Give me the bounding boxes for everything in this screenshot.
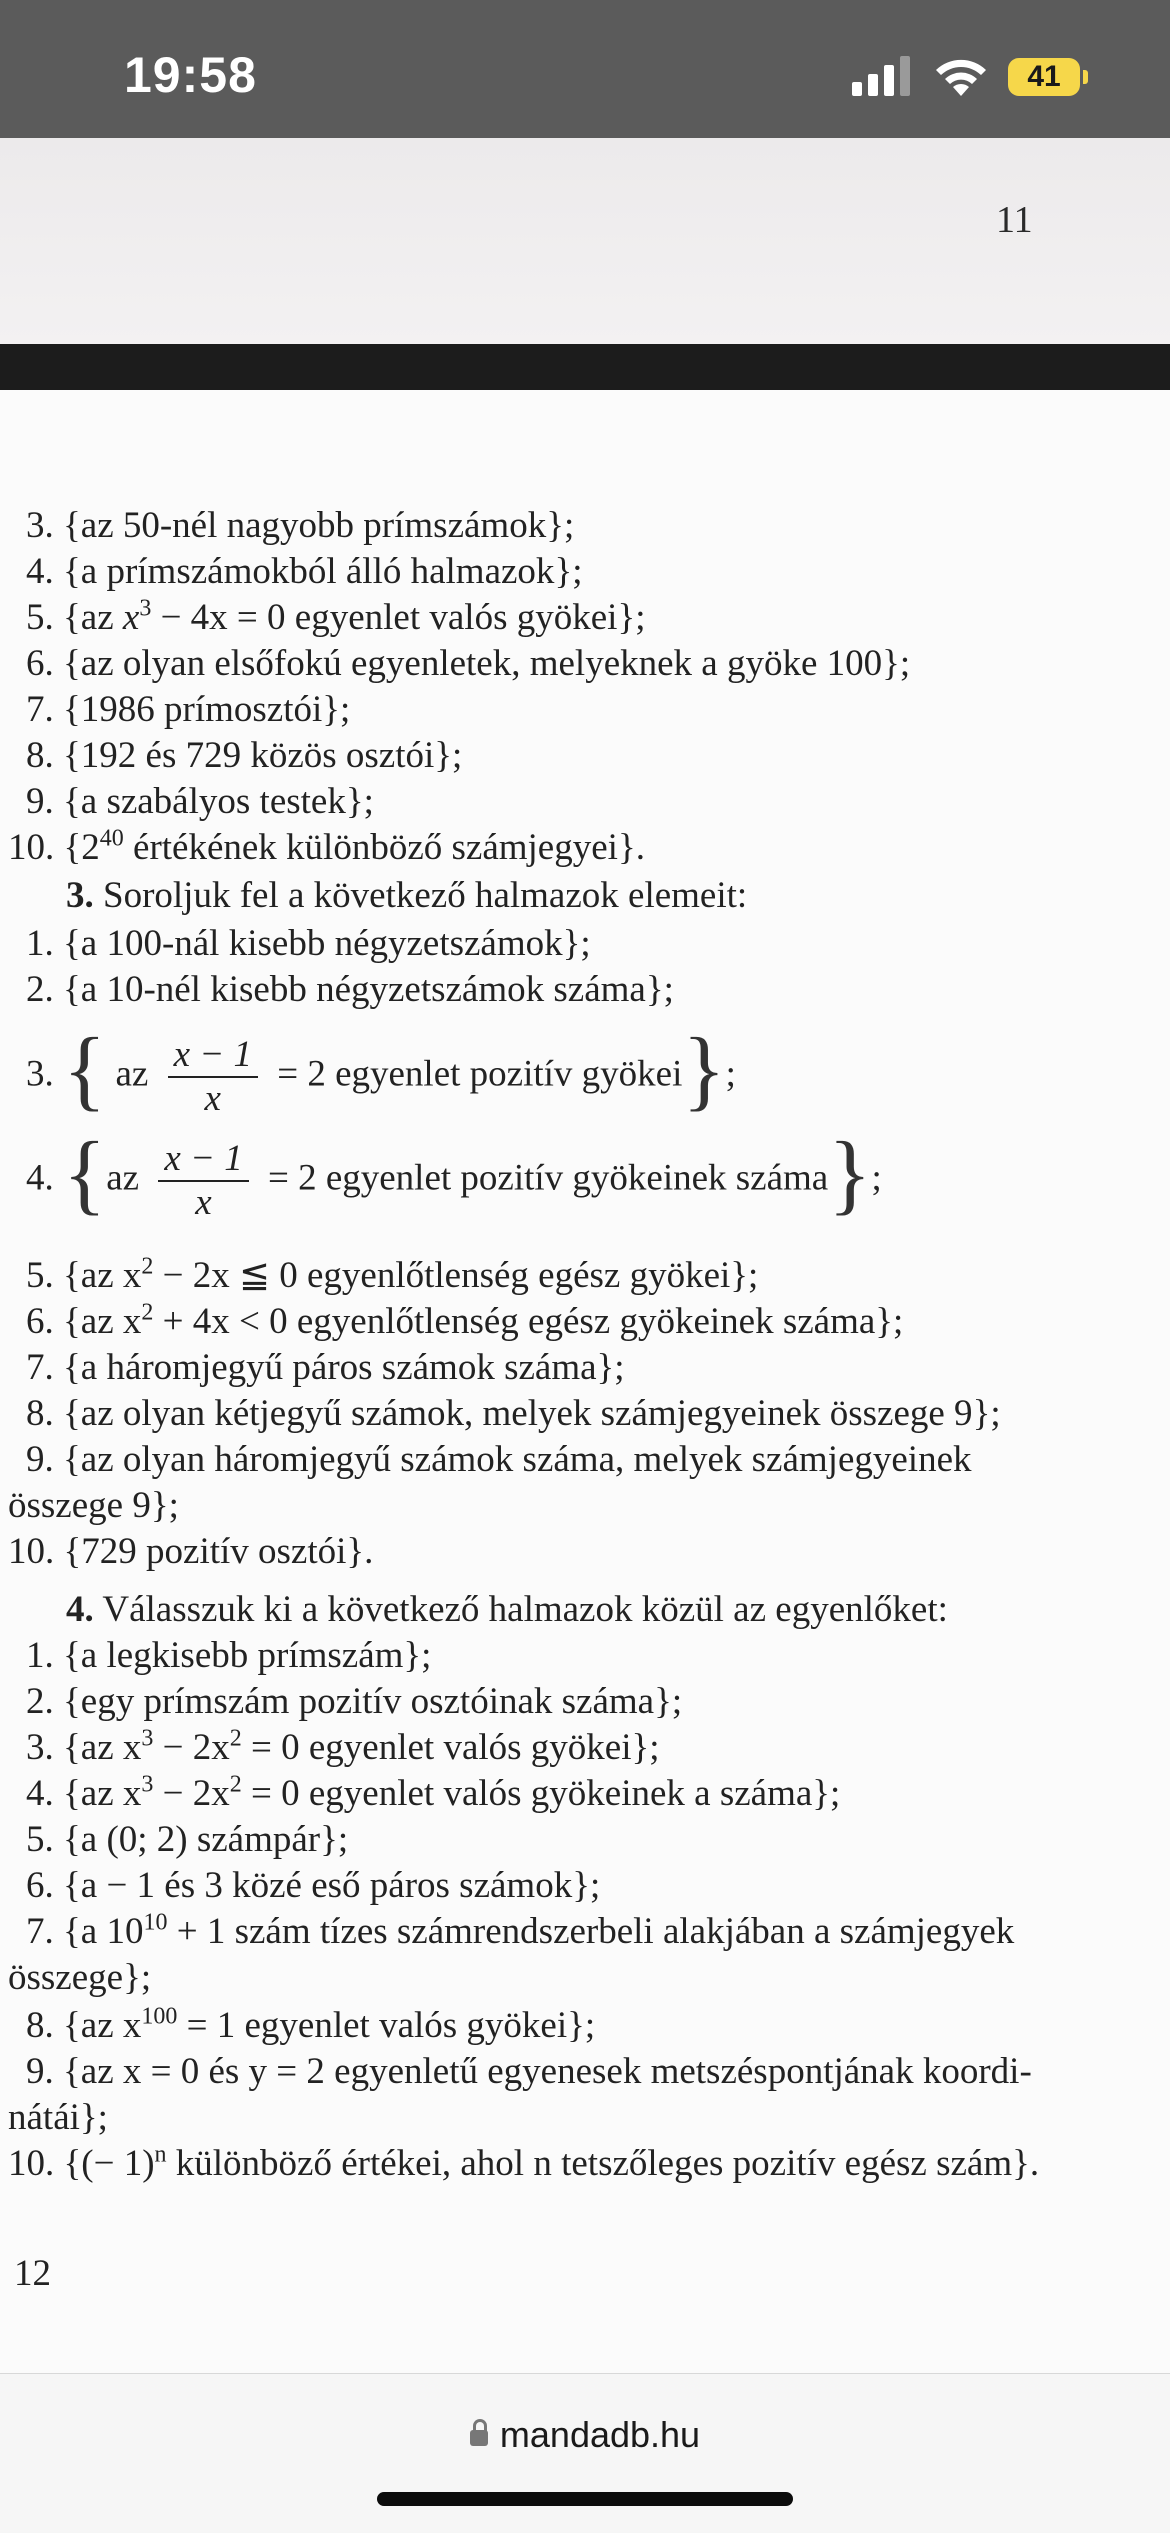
cellular-signal-icon bbox=[852, 56, 912, 96]
wifi-icon bbox=[932, 52, 990, 98]
list-item-continuation: összege}; bbox=[8, 1957, 152, 1998]
list-item: 7. {a háromjegyű páros számok száma}; bbox=[26, 1347, 625, 1388]
list-item: 3. {az $x^3 - 2x^2 = 0$ egyenlet valós gyökei}; bbox=[26, 1725, 660, 1768]
status-time: 19:58 bbox=[124, 47, 257, 103]
list-item: 3. { az $\frac{x - 1}{x}$ = 2 egyenlet pozitív gyökei}; bbox=[26, 1020, 736, 1120]
list-item: 2. {egy prímszám pozitív osztóinak száma}; bbox=[26, 1681, 683, 1722]
page-number: 12 bbox=[14, 2253, 51, 2294]
book-page bbox=[0, 390, 1170, 2373]
list-item: 9. {az olyan háromjegyű számok száma, melyek számjegyeinek bbox=[26, 1439, 972, 1480]
status-bar bbox=[0, 0, 1170, 138]
lock-icon bbox=[470, 2430, 488, 2446]
address-bar[interactable] bbox=[0, 2414, 1170, 2456]
list-item: 8. {az olyan kétjegyű számok, melyek számjegyeinek összege 9}; bbox=[26, 1393, 1001, 1434]
list-item: 10. {$2^{40}$ értékének különböző számjegyei}. bbox=[8, 825, 645, 868]
list-item: 5. {a (0; 2) számpár}; bbox=[26, 1819, 349, 1860]
fraction: $\frac{x - 1}{x}$ bbox=[168, 1034, 258, 1120]
list-item: 3. {az 50-nél nagyobb prímszámok}; bbox=[26, 505, 575, 546]
list-item: 6. {a − 1 és 3 közé eső páros számok}; bbox=[26, 1865, 601, 1906]
browser-toolbar bbox=[0, 2373, 1170, 2533]
list-item: 9. {a szabályos testek}; bbox=[26, 781, 374, 822]
battery-indicator: 41 bbox=[1008, 58, 1080, 96]
list-item: 1. {a 100-nál kisebb négyzetszámok}; bbox=[26, 923, 591, 964]
url-text: mandadb.hu bbox=[499, 2414, 701, 2455]
exercise-heading: 3. Soroljuk fel a következő halmazok elemeit: bbox=[66, 875, 748, 916]
list-item: 7. {a $10^{10} + 1$ szám tízes számrendszerbeli alakjában a számjegyek bbox=[26, 1909, 1015, 1952]
battery-nub bbox=[1083, 70, 1088, 84]
list-item: 4. {az $\frac{x - 1}{x}$ = 2 egyenlet pozitív gyökeinek száma}; bbox=[26, 1124, 882, 1224]
list-item-continuation: nátái}; bbox=[8, 2097, 108, 2138]
list-item: 1. {a legkisebb prímszám}; bbox=[26, 1635, 432, 1676]
list-item: 6. {az olyan elsőfokú egyenletek, melyeknek a gyöke 100}; bbox=[26, 643, 911, 684]
list-item: 5. {az $x^2 - 2x$ ≦ 0 egyenlőtlenség egész gyökei}; bbox=[26, 1253, 759, 1296]
list-item: 4. {az $x^3 - 2x^2 = 0$ egyenlet valós gyökeinek a száma}; bbox=[26, 1771, 841, 1814]
list-item-continuation: összege 9}; bbox=[8, 1485, 179, 1526]
page-separator bbox=[0, 344, 1170, 390]
list-item: 5. {az $x^3 - 4x = 0$ egyenlet valós gyökei}; bbox=[26, 595, 646, 638]
list-item: 9. {az x = 0 és y = 2 egyenletű egyenesek metszéspontjának koordi- bbox=[26, 2051, 1032, 2092]
list-item: 7. {1986 prímosztói}; bbox=[26, 689, 351, 730]
fraction: $\frac{x - 1}{x}$ bbox=[158, 1138, 248, 1224]
list-item: 10. {729 pozitív osztói}. bbox=[8, 1531, 374, 1572]
list-item: 8. {192 és 729 közös osztói}; bbox=[26, 735, 463, 776]
list-item: 8. {az $x^{100} = 1$ egyenlet valós gyökei}; bbox=[26, 2003, 596, 2046]
list-item: 10. {(− 1)$^n$ különböző értékei, ahol n tetszőleges pozitív egész szám}. bbox=[8, 2141, 1040, 2184]
list-item: 2. {a 10-nél kisebb négyzetszámok száma}; bbox=[26, 969, 674, 1010]
previous-page-number: 11 bbox=[996, 199, 1033, 241]
list-item: 6. {az $x^2 + 4x < 0$ egyenlőtlenség egész gyökeinek száma}; bbox=[26, 1299, 904, 1342]
list-item: 4. {a prímszámokból álló halmazok}; bbox=[26, 551, 583, 592]
exercise-heading: 4. Válasszuk ki a következő halmazok közül az egyenlőket: bbox=[66, 1589, 948, 1630]
previous-page-fragment bbox=[0, 138, 1170, 344]
home-indicator[interactable] bbox=[377, 2492, 793, 2506]
